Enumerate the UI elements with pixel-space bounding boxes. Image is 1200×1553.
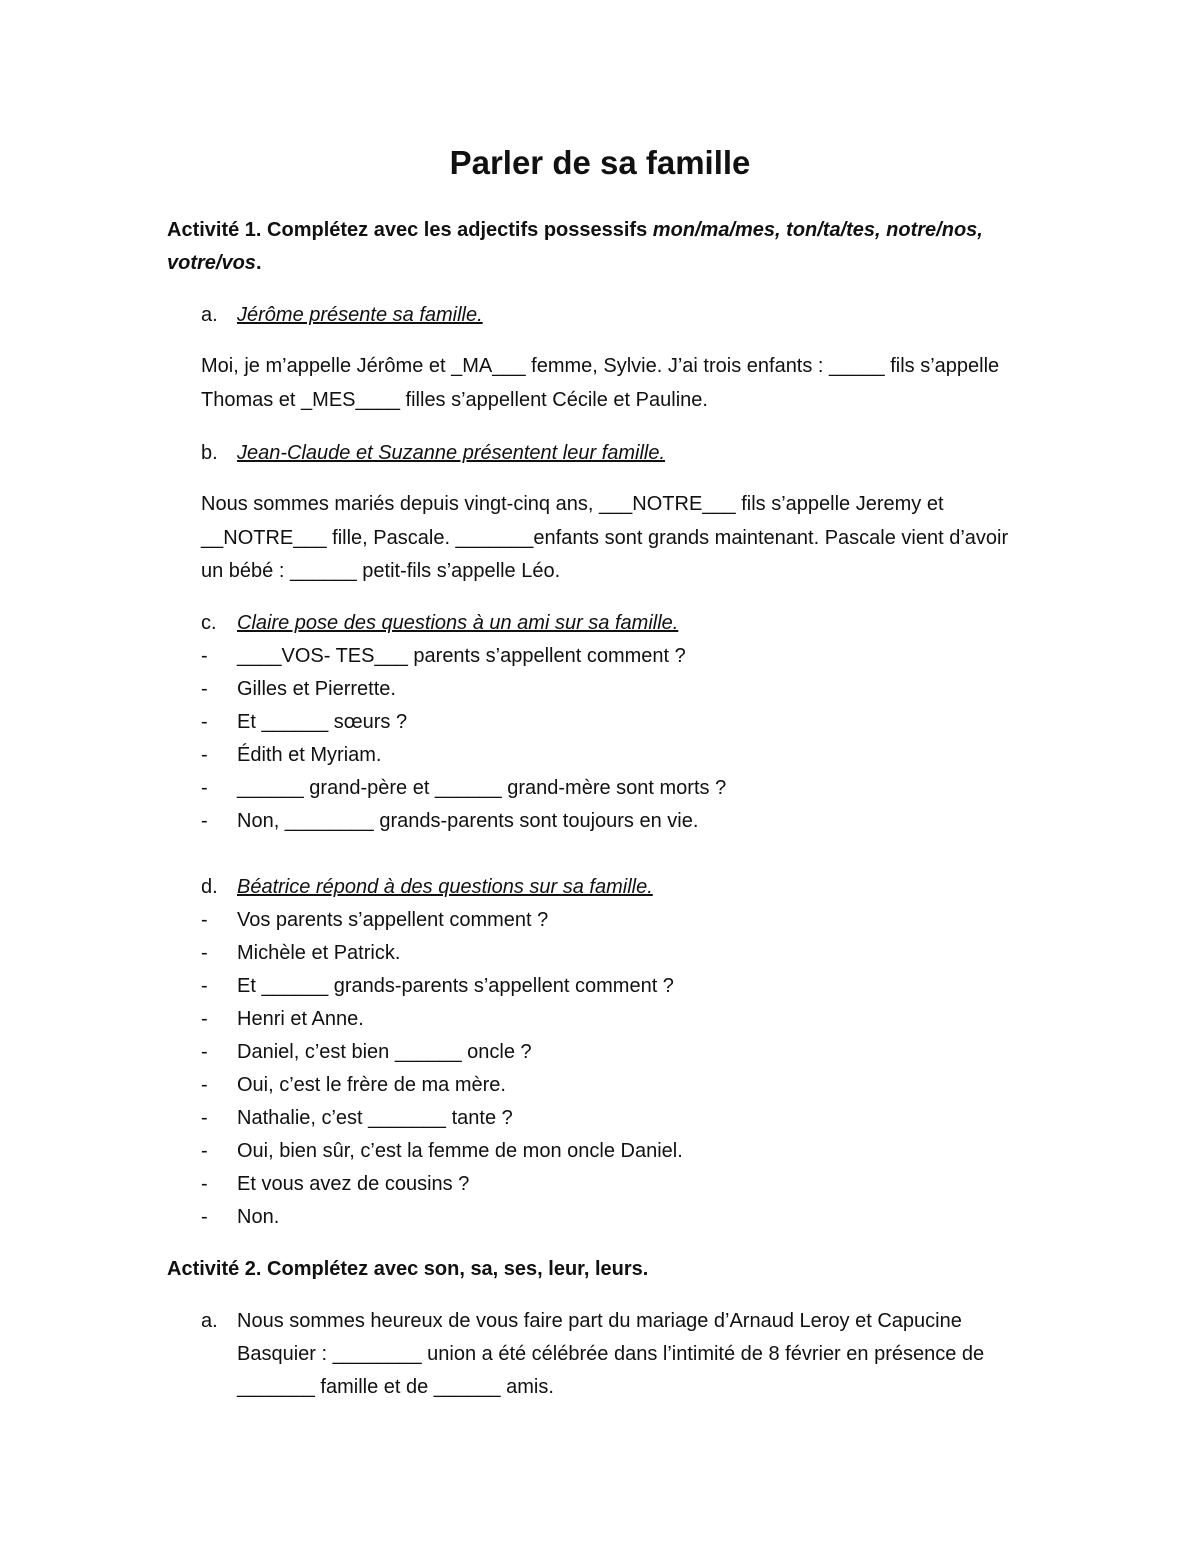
document-page: Parler de sa famille Activité 1. Complétez avec les adjectifs possessifs mon/ma/mes, ton/ta/tes, notre/nos, votre/vos. a. Jérôme présente sa famille. Moi, je m’appelle Jérôme et _MA___ femme, Sylvie. J’ai trois enfants : _____ fils s’appelle Thomas et _MES____ filles s’appellent Cécile et Pauline. b. Jean-Claude et Suzanne présentent leur famille. Nous sommes mariés depuis vingt-cinq ans, ___NOTRE___ fils s’appelle Jeremy et __NOTRE___ fille, Pascale. _______enfants sont grands maintenant. Pascale vient d’avoir un bébé : ______ petit-fils s’appelle Léo. c. Claire pose des questions à un ami sur sa famille. - ____VOS- TES___ parents s’appellent comment ? - Gilles et Pierrette. - Et ______ sœurs ? - Édith et Myriam. - ______ grand-père et ______ grand-mère sont morts ? - Non, ________ grands-parents sont toujours en vie. d. Béatrice répond à des questions sur sa famille. - Vos parents s’appellent comment ? - Michèle et Patrick. - Et ______ grands-parents s’appellent comment ? - Henri et Anne. - Daniel, c’est bien ______ oncle ? - Oui, c’est le frère de ma mère. - Nathalie, c’est _______ tante ? - Oui, bien sûr, c’est la femme de mon oncle Daniel. - Et vous avez de cousins ? - Non. Activité 2. Complétez avec son, sa, ses, leur, leurs. a. Nous sommes heureux de vous faire part du mariage d’Arnaud Leroy et Capucine Basquier : ________ union a été célébrée dans l’intimité de 8 février en présence de _______ famille et de ______ amis. xyxy=(0,0,1200,1553)
page-title: Parler de sa famille xyxy=(449,144,751,181)
activity-1-suffix: . xyxy=(255,252,262,274)
activity-2-item-a-text: Nous sommes heureux de vous faire part du mariage d’Arnaud Leroy et Capucine Basquier : ________ union a été célébrée dans l’intimité de 8 février en présence de _______ famille et de ______ amis. xyxy=(237,1310,985,1398)
section-b-title: Jean-Claude et Suzanne présentent leur famille. xyxy=(237,442,666,464)
section-b-letter: b. xyxy=(201,442,218,464)
section-a-paragraph: Moi, je m’appelle Jérôme et _MA___ femme, Sylvie. J’ai trois enfants : _____ fils s’appelle Thomas et _MES____ filles s’appellent Cécile et Pauline. xyxy=(201,355,1000,411)
activity-1-instruction xyxy=(167,214,1047,280)
section-b-paragraph: Nous sommes mariés depuis vingt-cinq ans, ___NOTRE___ fils s’appelle Jeremy et __NOTRE___ fille, Pascale. _______enfants sont grands maintenant. Pascale vient d’avoir un bébé : ______ petit-fils s’appelle Léo. xyxy=(201,493,1009,582)
section-c-letter: c. xyxy=(201,612,217,634)
section-d-letter: d. xyxy=(201,876,218,898)
section-c-title: Claire pose des questions à un ami sur sa famille. xyxy=(237,612,679,634)
activity-1-prefix: Activité 1. Complétez avec les adjectifs possessifs xyxy=(167,219,653,241)
section-a-letter: a. xyxy=(201,304,218,326)
activity-2-instruction: Activité 2. Complétez avec son, sa, ses, leur, leurs. xyxy=(167,1258,649,1280)
section-a-title: Jérôme présente sa famille. xyxy=(237,304,483,326)
activity-1-options: mon/ma/mes, ton/ta/tes, notre/nos, votre/vos xyxy=(167,219,983,274)
activity-2-item-a-letter: a. xyxy=(201,1310,218,1332)
section-d-title: Béatrice répond à des questions sur sa famille. xyxy=(237,876,653,898)
